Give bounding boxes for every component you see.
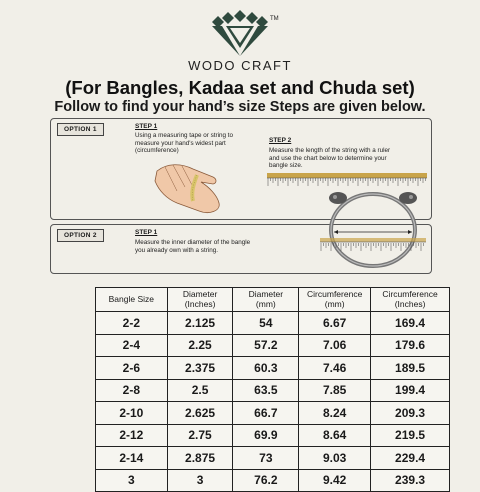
table-row <box>96 312 450 335</box>
trademark-symbol: TM <box>270 16 279 22</box>
table-cell: 9.42 <box>299 469 371 492</box>
column-header: Diameter (mm) <box>233 288 299 312</box>
option1-label: OPTION 1 <box>57 123 104 136</box>
column-header: Circumference (mm) <box>299 288 371 312</box>
table-row <box>96 334 450 357</box>
table-cell: 9.03 <box>299 447 371 470</box>
option2-label: OPTION 2 <box>57 229 104 242</box>
table-cell: 2.75 <box>167 424 233 447</box>
table-cell: 3 <box>167 469 233 492</box>
table-cell: 54 <box>233 312 299 335</box>
table-cell: 2-4 <box>96 334 168 357</box>
table-cell: 66.7 <box>233 402 299 425</box>
table-cell: 7.85 <box>299 379 371 402</box>
table-cell: 2.875 <box>167 447 233 470</box>
table-cell: 209.3 <box>371 402 450 425</box>
table-cell: 239.3 <box>371 469 450 492</box>
table-cell: 2-2 <box>96 312 168 335</box>
table-cell: 7.46 <box>299 357 371 380</box>
option2-step1-text: Measure the inner diameter of the bangle you already own with a string. <box>135 239 251 254</box>
table-cell: 219.5 <box>371 424 450 447</box>
table-cell: 189.5 <box>371 357 450 380</box>
table-row <box>96 469 450 492</box>
table-cell: 229.4 <box>371 447 450 470</box>
table-cell: 2-6 <box>96 357 168 380</box>
hand-measuring-icon <box>147 157 231 217</box>
option1-step2-heading: STEP 2 <box>269 137 292 144</box>
table-cell: 2-8 <box>96 379 168 402</box>
bangle-icon <box>318 184 428 274</box>
table-cell: 169.4 <box>371 312 450 335</box>
table-row <box>96 402 450 425</box>
table-row <box>96 424 450 447</box>
table-cell: 76.2 <box>233 469 299 492</box>
table-cell: 69.9 <box>233 424 299 447</box>
table-cell: 60.3 <box>233 357 299 380</box>
table-cell: 179.6 <box>371 334 450 357</box>
table-cell: 2.25 <box>167 334 233 357</box>
column-header: Diameter (Inches) <box>167 288 233 312</box>
table-cell: 63.5 <box>233 379 299 402</box>
option2-step1-heading: STEP 1 <box>135 229 158 236</box>
option1-step1-text: Using a measuring tape or string to measure your hand's widest part (circumference) <box>135 132 234 155</box>
brand-name: WODO CRAFT <box>188 58 292 73</box>
bangle-size-table <box>95 287 450 492</box>
table-cell: 2.625 <box>167 402 233 425</box>
table-cell: 2-14 <box>96 447 168 470</box>
page-subtitle: Follow to find your hand’s size Steps are given below. <box>54 99 426 115</box>
table-cell: 2.375 <box>167 357 233 380</box>
page-title: (For Bangles, Kadaa set and Chuda set) <box>65 77 415 98</box>
diamond-logo-icon <box>208 8 272 58</box>
table-cell: 2-12 <box>96 424 168 447</box>
table-cell: 73 <box>233 447 299 470</box>
option1-step1-heading: STEP 1 <box>135 123 158 130</box>
option1-step2-text: Measure the length of the string with a ruler and use the chart below to determine your bangle size. <box>269 147 391 170</box>
table-cell: 6.67 <box>299 312 371 335</box>
table-cell: 7.06 <box>299 334 371 357</box>
table-cell: 199.4 <box>371 379 450 402</box>
table-cell: 57.2 <box>233 334 299 357</box>
table-cell: 8.24 <box>299 402 371 425</box>
table-cell: 2.5 <box>167 379 233 402</box>
column-header: Circumference (Inches) <box>371 288 450 312</box>
table-cell: 2.125 <box>167 312 233 335</box>
table-header-row <box>96 288 450 312</box>
table-cell: 3 <box>96 469 168 492</box>
table-cell: 2-10 <box>96 402 168 425</box>
table-row <box>96 447 450 470</box>
column-header: Bangle Size <box>96 288 168 312</box>
table-row <box>96 379 450 402</box>
table-row <box>96 357 450 380</box>
ruler-icon <box>320 238 426 252</box>
table-cell: 8.64 <box>299 424 371 447</box>
